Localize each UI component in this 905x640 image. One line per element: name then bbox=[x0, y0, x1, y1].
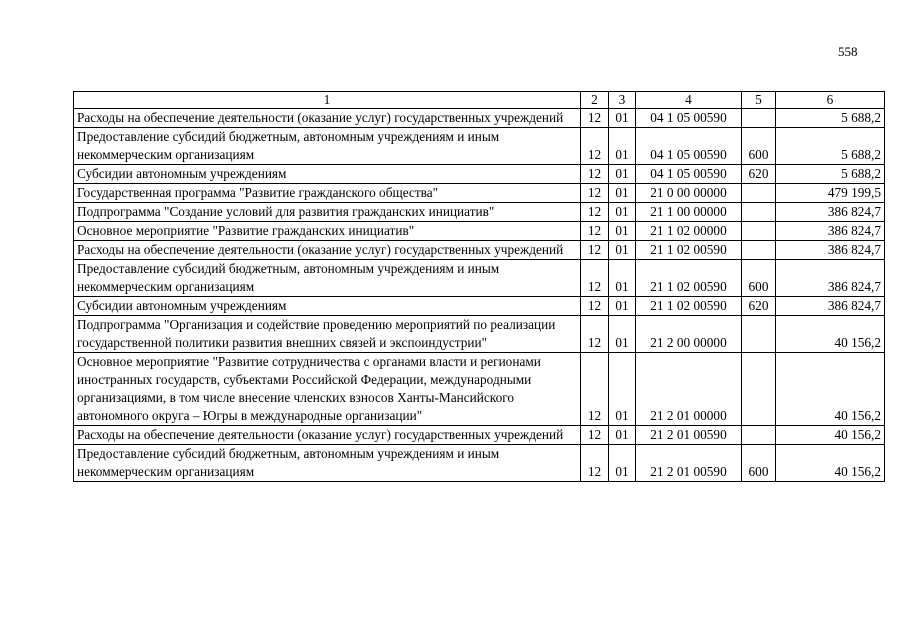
row-amount-cell: 40 156,2 bbox=[776, 445, 885, 482]
row-expense-type-cell bbox=[742, 203, 776, 222]
row-target-article-cell: 21 0 00 00000 bbox=[636, 184, 742, 203]
row-expense-type-cell bbox=[742, 241, 776, 260]
table-row bbox=[74, 222, 885, 241]
row-subsection-cell: 01 bbox=[609, 353, 636, 426]
row-section-cell: 12 bbox=[581, 109, 609, 128]
header-col-6: 6 bbox=[776, 92, 885, 109]
table-body bbox=[74, 109, 885, 482]
row-subsection-cell: 01 bbox=[609, 260, 636, 297]
row-section-cell: 12 bbox=[581, 316, 609, 353]
row-target-article-cell: 21 1 02 00590 bbox=[636, 297, 742, 316]
header-col-3: 3 bbox=[609, 92, 636, 109]
row-amount-cell: 40 156,2 bbox=[776, 426, 885, 445]
row-amount-cell: 386 824,7 bbox=[776, 203, 885, 222]
row-amount-cell: 5 688,2 bbox=[776, 109, 885, 128]
row-section-cell: 12 bbox=[581, 353, 609, 426]
row-expense-type-cell: 600 bbox=[742, 128, 776, 165]
row-name-cell: Подпрограмма "Создание условий для развития гражданских инициатив" bbox=[74, 203, 581, 222]
row-target-article-cell: 21 2 01 00590 bbox=[636, 445, 742, 482]
row-expense-type-cell bbox=[742, 353, 776, 426]
table-row bbox=[74, 128, 885, 165]
row-section-cell: 12 bbox=[581, 128, 609, 165]
table-row bbox=[74, 353, 885, 426]
row-section-cell: 12 bbox=[581, 260, 609, 297]
header-col-2: 2 bbox=[581, 92, 609, 109]
row-section-cell: 12 bbox=[581, 297, 609, 316]
row-amount-cell: 5 688,2 bbox=[776, 165, 885, 184]
row-expense-type-cell: 600 bbox=[742, 260, 776, 297]
row-subsection-cell: 01 bbox=[609, 165, 636, 184]
row-subsection-cell: 01 bbox=[609, 241, 636, 260]
header-col-1: 1 bbox=[74, 92, 581, 109]
table-row bbox=[74, 426, 885, 445]
row-target-article-cell: 04 1 05 00590 bbox=[636, 165, 742, 184]
row-amount-cell: 386 824,7 bbox=[776, 241, 885, 260]
row-amount-cell: 40 156,2 bbox=[776, 353, 885, 426]
row-name-cell: Предоставление субсидий бюджетным, автономным учреждениям и иным некоммерческим организациям bbox=[74, 445, 581, 482]
row-amount-cell: 5 688,2 bbox=[776, 128, 885, 165]
row-amount-cell: 479 199,5 bbox=[776, 184, 885, 203]
row-subsection-cell: 01 bbox=[609, 128, 636, 165]
row-subsection-cell: 01 bbox=[609, 203, 636, 222]
row-section-cell: 12 bbox=[581, 222, 609, 241]
row-target-article-cell: 21 1 02 00590 bbox=[636, 241, 742, 260]
row-section-cell: 12 bbox=[581, 241, 609, 260]
row-subsection-cell: 01 bbox=[609, 109, 636, 128]
row-name-cell: Предоставление субсидий бюджетным, автономным учреждениям и иным некоммерческим организациям bbox=[74, 260, 581, 297]
row-target-article-cell: 21 2 00 00000 bbox=[636, 316, 742, 353]
row-name-cell: Расходы на обеспечение деятельности (оказание услуг) государственных учреждений bbox=[74, 109, 581, 128]
row-subsection-cell: 01 bbox=[609, 297, 636, 316]
table-row bbox=[74, 109, 885, 128]
row-target-article-cell: 21 2 01 00000 bbox=[636, 353, 742, 426]
row-name-cell: Предоставление субсидий бюджетным, автономным учреждениям и иным некоммерческим организациям bbox=[74, 128, 581, 165]
row-section-cell: 12 bbox=[581, 165, 609, 184]
header-col-4: 4 bbox=[636, 92, 742, 109]
table-row bbox=[74, 260, 885, 297]
row-name-cell: Государственная программа "Развитие гражданского общества" bbox=[74, 184, 581, 203]
row-amount-cell: 386 824,7 bbox=[776, 260, 885, 297]
row-subsection-cell: 01 bbox=[609, 426, 636, 445]
table-row bbox=[74, 241, 885, 260]
row-name-cell: Расходы на обеспечение деятельности (оказание услуг) государственных учреждений bbox=[74, 426, 581, 445]
row-section-cell: 12 bbox=[581, 184, 609, 203]
table-row bbox=[74, 445, 885, 482]
table-row bbox=[74, 297, 885, 316]
row-amount-cell: 40 156,2 bbox=[776, 316, 885, 353]
row-section-cell: 12 bbox=[581, 426, 609, 445]
row-expense-type-cell: 620 bbox=[742, 297, 776, 316]
table-row bbox=[74, 316, 885, 353]
row-expense-type-cell bbox=[742, 184, 776, 203]
row-name-cell: Основное мероприятие "Развитие гражданских инициатив" bbox=[74, 222, 581, 241]
row-name-cell: Субсидии автономным учреждениям bbox=[74, 297, 581, 316]
row-name-cell: Субсидии автономным учреждениям bbox=[74, 165, 581, 184]
row-section-cell: 12 bbox=[581, 445, 609, 482]
row-target-article-cell: 21 2 01 00590 bbox=[636, 426, 742, 445]
budget-table bbox=[73, 91, 885, 482]
row-amount-cell: 386 824,7 bbox=[776, 297, 885, 316]
row-expense-type-cell: 620 bbox=[742, 165, 776, 184]
row-subsection-cell: 01 bbox=[609, 184, 636, 203]
row-target-article-cell: 21 1 02 00000 bbox=[636, 222, 742, 241]
table-row bbox=[74, 203, 885, 222]
row-subsection-cell: 01 bbox=[609, 222, 636, 241]
row-expense-type-cell bbox=[742, 222, 776, 241]
table-row bbox=[74, 165, 885, 184]
row-section-cell: 12 bbox=[581, 203, 609, 222]
header-col-5: 5 bbox=[742, 92, 776, 109]
row-subsection-cell: 01 bbox=[609, 445, 636, 482]
row-expense-type-cell: 600 bbox=[742, 445, 776, 482]
table-row bbox=[74, 184, 885, 203]
row-target-article-cell: 21 1 02 00590 bbox=[636, 260, 742, 297]
row-amount-cell: 386 824,7 bbox=[776, 222, 885, 241]
row-target-article-cell: 21 1 00 00000 bbox=[636, 203, 742, 222]
page-number: 558 bbox=[838, 44, 858, 59]
row-subsection-cell: 01 bbox=[609, 316, 636, 353]
row-target-article-cell: 04 1 05 00590 bbox=[636, 109, 742, 128]
row-target-article-cell: 04 1 05 00590 bbox=[636, 128, 742, 165]
row-expense-type-cell bbox=[742, 316, 776, 353]
row-name-cell: Расходы на обеспечение деятельности (оказание услуг) государственных учреждений bbox=[74, 241, 581, 260]
row-name-cell: Подпрограмма "Организация и содействие проведению мероприятий по реализации государственной политики развития внешних связей и экспоиндустрии" bbox=[74, 316, 581, 353]
row-expense-type-cell bbox=[742, 109, 776, 128]
row-expense-type-cell bbox=[742, 426, 776, 445]
row-name-cell: Основное мероприятие "Развитие сотрудничества с органами власти и регионами иностранных государств, субъектами Российской Федерации, международными организациями, в том числе внесение членских взносов Ханты-Мансийского автономного округа – Югры в международные организации" bbox=[74, 353, 581, 426]
header-row bbox=[74, 92, 885, 109]
